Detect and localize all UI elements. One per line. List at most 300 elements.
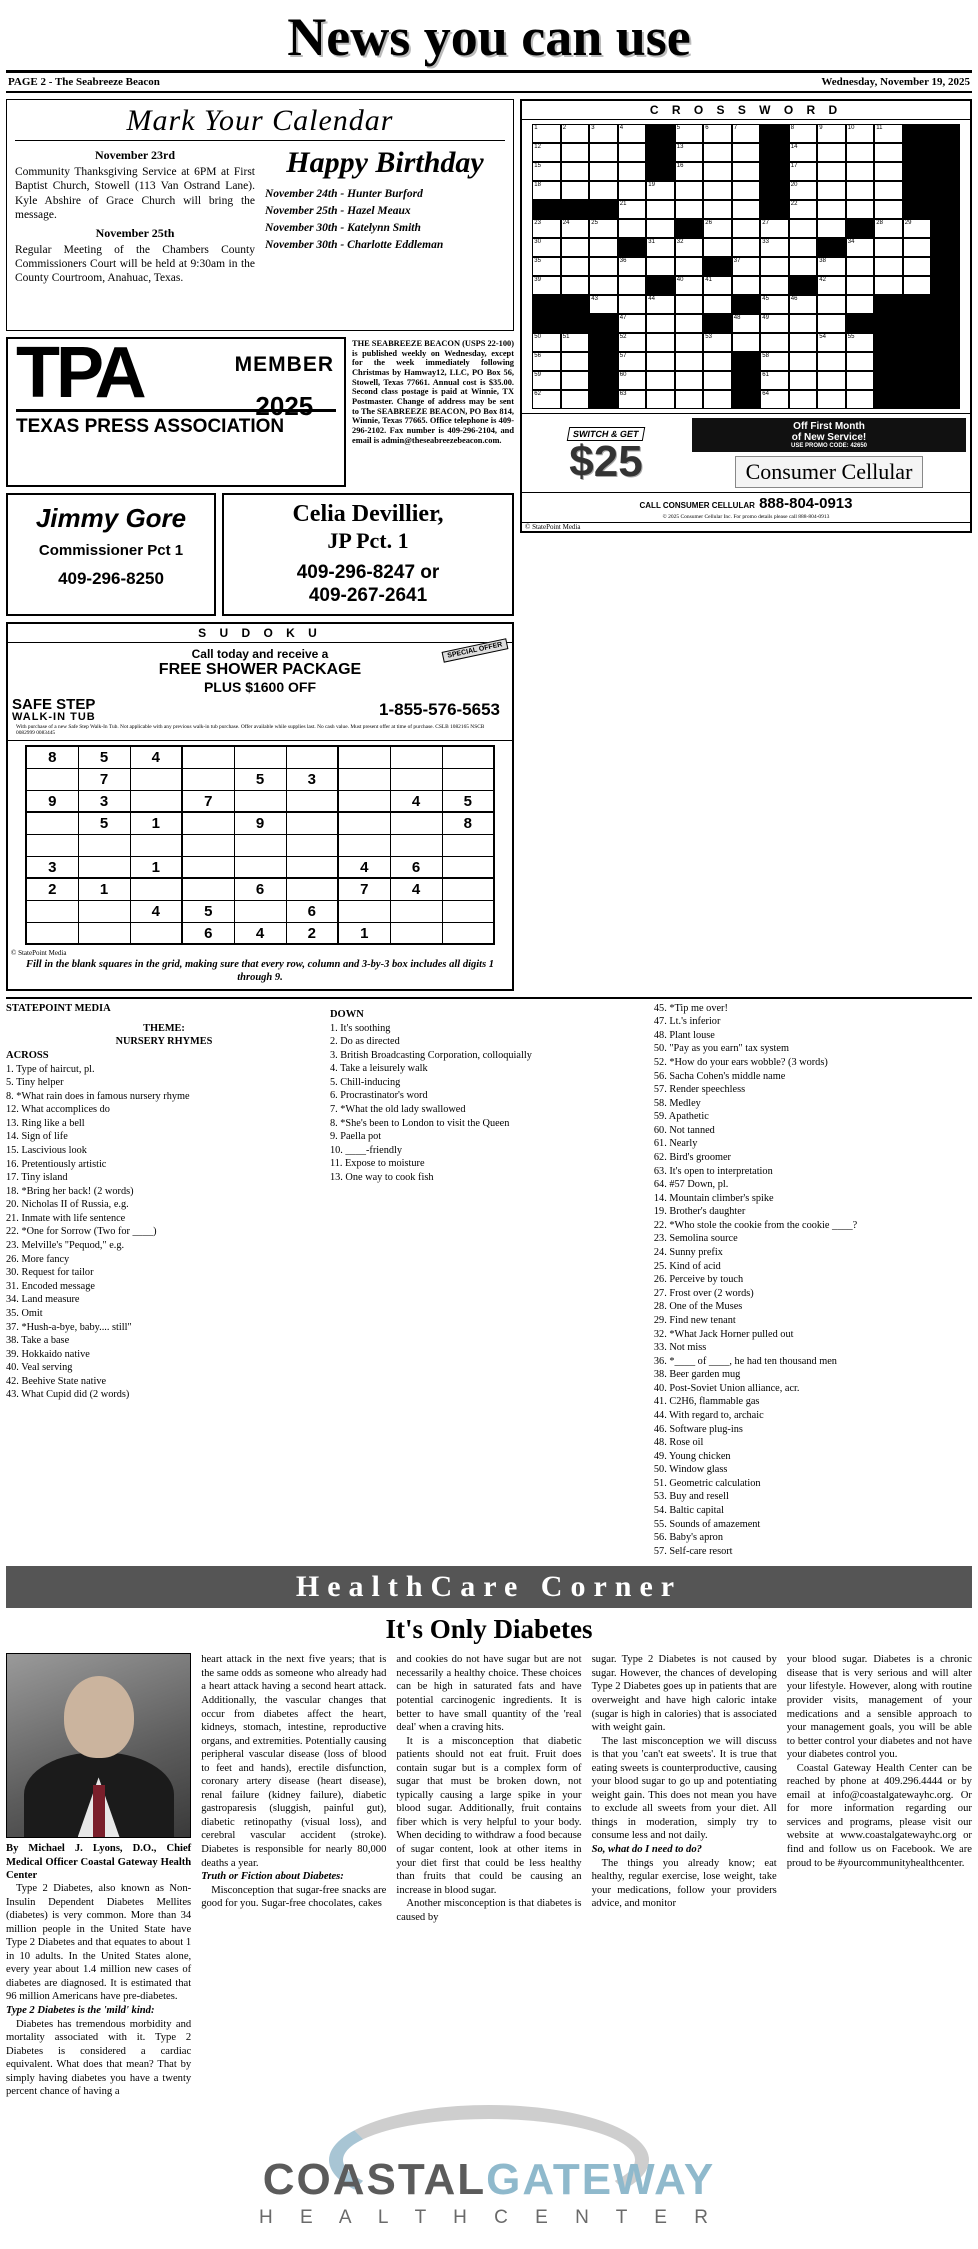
crossword-cell[interactable] — [618, 314, 647, 333]
crossword-block — [903, 314, 932, 333]
crossword-cell[interactable] — [675, 124, 704, 143]
sudoku-cell[interactable] — [26, 812, 78, 834]
sudoku-cell[interactable]: 5 — [78, 746, 130, 768]
page-title: News you can use — [287, 7, 691, 67]
crossword-cell[interactable] — [618, 181, 647, 200]
right-column — [520, 99, 972, 991]
crossword-cell[interactable] — [703, 219, 732, 238]
crossword-cell[interactable] — [703, 143, 732, 162]
crossword-cell[interactable] — [874, 276, 903, 295]
crossword-cell[interactable] — [646, 295, 675, 314]
crossword-cell[interactable] — [789, 257, 818, 276]
crossword-block — [646, 162, 675, 181]
crossword-cell-number: 59 — [534, 372, 541, 378]
crossword-cell[interactable] — [874, 181, 903, 200]
crossword-cell[interactable] — [675, 257, 704, 276]
sudoku-cell[interactable] — [338, 746, 390, 768]
crossword-cell[interactable] — [589, 257, 618, 276]
crossword-clue: 26. Perceive by touch — [653, 1274, 744, 1286]
crossword-cell-number: 25 — [591, 220, 598, 226]
crossword-cell[interactable] — [874, 257, 903, 276]
crossword-cell[interactable] — [589, 219, 618, 238]
crossword-cell[interactable] — [760, 333, 789, 352]
ad-devillier-phone-1: 409-296-8247 or — [296, 562, 440, 583]
crossword-cell[interactable] — [618, 162, 647, 181]
crossword-cell[interactable] — [532, 124, 561, 143]
crossword-cell[interactable] — [789, 238, 818, 257]
sudoku-cell[interactable] — [442, 768, 494, 790]
clue-column-3 — [654, 1002, 970, 1559]
crossword-cell[interactable] — [618, 352, 647, 371]
sudoku-grid[interactable] — [25, 745, 495, 945]
crossword-clue: 1. It's soothing — [329, 1022, 391, 1034]
sudoku-cell[interactable] — [130, 790, 182, 812]
sudoku-cell[interactable] — [78, 856, 130, 878]
sudoku-cell[interactable] — [286, 878, 338, 900]
crossword-cell[interactable] — [846, 143, 875, 162]
crossword-cell[interactable] — [789, 124, 818, 143]
sudoku-cell[interactable] — [338, 768, 390, 790]
sudoku-cell[interactable]: 1 — [338, 922, 390, 944]
sudoku-cell[interactable]: 1 — [130, 812, 182, 834]
crossword-cell[interactable] — [646, 238, 675, 257]
sudoku-cell[interactable] — [390, 900, 442, 922]
crossword-cell[interactable] — [703, 124, 732, 143]
crossword-cell[interactable] — [675, 295, 704, 314]
sudoku-cell[interactable] — [26, 768, 78, 790]
crossword-cell[interactable] — [732, 276, 761, 295]
crossword-cell[interactable] — [675, 238, 704, 257]
crossword-cell-number: 43 — [591, 296, 598, 302]
crossword-cell[interactable] — [874, 200, 903, 219]
crossword-cell[interactable] — [903, 276, 932, 295]
sudoku-cell[interactable] — [234, 746, 286, 768]
crossword-cell[interactable] — [732, 162, 761, 181]
crossword-cell[interactable] — [561, 162, 590, 181]
crossword-cell[interactable] — [760, 276, 789, 295]
sudoku-cell[interactable]: 1 — [78, 878, 130, 900]
crossword-cell[interactable] — [532, 371, 561, 390]
crossword-cell[interactable] — [703, 371, 732, 390]
crossword-cell[interactable] — [874, 238, 903, 257]
sudoku-cell[interactable]: 4 — [338, 856, 390, 878]
crossword-cell[interactable] — [789, 314, 818, 333]
crossword-cell[interactable] — [817, 352, 846, 371]
sudoku-cell[interactable]: 4 — [390, 878, 442, 900]
crossword-cell[interactable] — [732, 238, 761, 257]
crossword-cell[interactable] — [846, 124, 875, 143]
crossword-cell[interactable] — [903, 257, 932, 276]
sudoku-cell[interactable] — [234, 790, 286, 812]
crossword-cell[interactable] — [589, 276, 618, 295]
crossword-cell[interactable] — [732, 124, 761, 143]
sudoku-cell[interactable] — [182, 878, 234, 900]
crossword-grid[interactable] — [532, 124, 960, 409]
sudoku-cell[interactable] — [390, 812, 442, 834]
sudoku-cell[interactable] — [182, 812, 234, 834]
crossword-cell[interactable] — [846, 200, 875, 219]
sudoku-cell[interactable]: 4 — [234, 922, 286, 944]
crossword-cell-number: 5 — [676, 125, 681, 131]
crossword-cell-number: 56 — [534, 353, 541, 359]
crossword-clue: 8. *What rain does in famous nursery rhyme — [6, 1090, 190, 1102]
crossword-cell[interactable] — [732, 257, 761, 276]
crossword-cell[interactable] — [703, 162, 732, 181]
sudoku-cell[interactable] — [26, 900, 78, 922]
crossword-cell[interactable] — [817, 124, 846, 143]
calendar-text-2: Regular Meeting of the Chambers County Commissioners Court will be held at 9:30am in the County Courtroom, Anahuac, Texas. — [15, 243, 255, 285]
crossword-cell[interactable] — [760, 352, 789, 371]
crossword-cell[interactable] — [846, 238, 875, 257]
crossword-cell-number: 12 — [534, 144, 541, 150]
sudoku-cell[interactable]: 3 — [26, 856, 78, 878]
crossword-cell-number: 19 — [648, 182, 655, 188]
crossword-cell[interactable] — [846, 295, 875, 314]
crossword-cell[interactable] — [846, 181, 875, 200]
crossword-cell[interactable] — [618, 124, 647, 143]
tub-fine-print: With purchase of a new Safe Step Walk-In Tub. Not applicable with any previous walk-in tub purchase. Offer available while supplies last. No cash value. Must present offer at time of purchase. CSLB 1082165 NSCB 0082999 0083445 — [16, 723, 485, 736]
crossword-cell[interactable] — [817, 295, 846, 314]
crossword-cell[interactable] — [874, 162, 903, 181]
sudoku-cell[interactable]: 9 — [234, 812, 286, 834]
crossword-cell[interactable] — [532, 390, 561, 409]
sudoku-cell[interactable]: 8 — [442, 812, 494, 834]
sudoku-cell[interactable] — [78, 922, 130, 944]
sudoku-cell[interactable] — [234, 900, 286, 922]
sudoku-cell[interactable] — [286, 746, 338, 768]
healthcare-headline: It's Only Diabetes — [385, 1614, 593, 1645]
crossword-cell[interactable] — [589, 238, 618, 257]
crossword-cell[interactable] — [618, 276, 647, 295]
crossword-cell[interactable] — [561, 333, 590, 352]
sudoku-cell[interactable] — [130, 834, 182, 856]
sudoku-cell[interactable]: 6 — [286, 900, 338, 922]
crossword-cell[interactable] — [589, 295, 618, 314]
crossword-cell[interactable] — [817, 257, 846, 276]
crossword-cell[interactable] — [532, 162, 561, 181]
crossword-cell[interactable] — [675, 162, 704, 181]
crossword-cell[interactable] — [618, 390, 647, 409]
crossword-cell[interactable] — [532, 333, 561, 352]
crossword-cell[interactable] — [675, 143, 704, 162]
crossword-cell[interactable] — [846, 352, 875, 371]
sudoku-cell[interactable] — [130, 922, 182, 944]
crossword-cell[interactable] — [589, 143, 618, 162]
crossword-cell[interactable] — [675, 181, 704, 200]
crossword-cell[interactable] — [646, 200, 675, 219]
sudoku-cell[interactable] — [26, 922, 78, 944]
sudoku-cell[interactable]: 6 — [234, 878, 286, 900]
crossword-cell[interactable] — [561, 143, 590, 162]
crossword-cell[interactable] — [675, 276, 704, 295]
crossword-cell[interactable] — [703, 390, 732, 409]
crossword-cell[interactable] — [532, 181, 561, 200]
crossword-cell[interactable] — [789, 143, 818, 162]
crossword-cell[interactable] — [532, 143, 561, 162]
sudoku-cell[interactable] — [182, 834, 234, 856]
crossword-cell[interactable] — [817, 200, 846, 219]
crossword-cell[interactable] — [618, 143, 647, 162]
sudoku-cell[interactable] — [286, 834, 338, 856]
crossword-cell[interactable] — [532, 257, 561, 276]
ad-jimmy-gore[interactable] — [6, 493, 216, 616]
crossword-cell-number: 21 — [619, 201, 627, 207]
crossword-cell[interactable] — [874, 124, 903, 143]
crossword-clue: 34. Land measure — [6, 1294, 80, 1306]
crossword-cell[interactable] — [646, 390, 675, 409]
crossword-cell[interactable] — [760, 314, 789, 333]
crossword-cell[interactable] — [732, 314, 761, 333]
crossword-clue: 24. Sunny prefix — [653, 1247, 723, 1259]
crossword-cell[interactable] — [760, 257, 789, 276]
crossword-cell[interactable] — [817, 276, 846, 295]
crossword-cell[interactable] — [817, 314, 846, 333]
sudoku-cell[interactable]: 6 — [390, 856, 442, 878]
crossword-cell[interactable] — [561, 276, 590, 295]
sudoku-cell[interactable] — [442, 900, 494, 922]
sudoku-cell[interactable] — [182, 768, 234, 790]
sudoku-cell[interactable]: 9 — [26, 790, 78, 812]
crossword-block — [903, 181, 932, 200]
crossword-cell[interactable] — [789, 390, 818, 409]
crossword-cell[interactable] — [646, 352, 675, 371]
crossword-cell[interactable] — [646, 371, 675, 390]
sudoku-cell[interactable]: 7 — [78, 768, 130, 790]
sudoku-cell[interactable]: 2 — [26, 878, 78, 900]
crossword-cell[interactable] — [675, 352, 704, 371]
crossword-cell[interactable] — [703, 181, 732, 200]
crossword-cell[interactable] — [561, 257, 590, 276]
crossword-cell[interactable] — [760, 371, 789, 390]
crossword-cell[interactable] — [675, 200, 704, 219]
sudoku-cell[interactable] — [442, 746, 494, 768]
crossword-cell-number: 22 — [790, 201, 798, 207]
sudoku-cell[interactable]: 1 — [130, 856, 182, 878]
sudoku-cell[interactable]: 6 — [182, 922, 234, 944]
crossword-cell[interactable] — [903, 219, 932, 238]
crossword-cell-number: 33 — [762, 239, 769, 245]
crossword-cell[interactable] — [618, 200, 647, 219]
crossword-cell[interactable] — [874, 219, 903, 238]
crossword-cell[interactable] — [760, 390, 789, 409]
cc-call-line — [522, 492, 970, 514]
sudoku-cell[interactable]: 3 — [286, 768, 338, 790]
crossword-clue: 56. Sacha Cohen's middle name — [653, 1070, 786, 1082]
crossword-cell[interactable] — [817, 162, 846, 181]
crossword-cell[interactable] — [817, 219, 846, 238]
crossword-block — [874, 333, 903, 352]
sudoku-cell[interactable]: 7 — [338, 878, 390, 900]
crossword-cell[interactable] — [618, 219, 647, 238]
sudoku-cell[interactable] — [390, 768, 442, 790]
crossword-cell[interactable] — [532, 219, 561, 238]
crossword-cell[interactable] — [561, 219, 590, 238]
crossword-cell[interactable] — [646, 314, 675, 333]
crossword-clue: 36. *____ of ____, he had ten thousand men — [653, 1355, 837, 1367]
crossword-cell[interactable] — [817, 390, 846, 409]
crossword-cell[interactable] — [646, 181, 675, 200]
sudoku-cell[interactable] — [130, 768, 182, 790]
sudoku-cell[interactable] — [338, 834, 390, 856]
sudoku-cell[interactable] — [286, 812, 338, 834]
crossword-block — [931, 333, 960, 352]
ad-gore-name: Jimmy Gore — [35, 503, 187, 533]
crossword-block — [760, 181, 789, 200]
crossword-cell[interactable] — [846, 162, 875, 181]
crossword-cell[interactable] — [846, 371, 875, 390]
ad-devillier-phone-2: 409-267-2641 — [308, 584, 428, 606]
crossword-cell[interactable] — [618, 371, 647, 390]
sudoku-cell[interactable]: 2 — [286, 922, 338, 944]
crossword-cell[interactable] — [618, 257, 647, 276]
crossword-cell[interactable] — [732, 333, 761, 352]
crossword-cell[interactable] — [817, 181, 846, 200]
crossword-block — [561, 295, 590, 314]
sudoku-cell[interactable]: 7 — [182, 790, 234, 812]
crossword-cell[interactable] — [561, 238, 590, 257]
crossword-cell[interactable] — [760, 295, 789, 314]
crossword-cell[interactable] — [846, 333, 875, 352]
crossword-cell-number: 32 — [676, 239, 684, 245]
crossword-cell[interactable] — [675, 314, 704, 333]
sudoku-cell[interactable]: 5 — [182, 900, 234, 922]
crossword-clue: 28. One of the Muses — [653, 1301, 743, 1313]
crossword-cell[interactable] — [646, 257, 675, 276]
crossword-cell[interactable] — [732, 143, 761, 162]
sudoku-cell[interactable]: 5 — [78, 812, 130, 834]
crossword-cell[interactable] — [789, 219, 818, 238]
crossword-cell[interactable] — [532, 238, 561, 257]
ad-consumer-cellular[interactable] — [522, 413, 970, 492]
crossword-cell[interactable] — [618, 295, 647, 314]
crossword-cell[interactable] — [789, 352, 818, 371]
crossword-cell[interactable] — [846, 257, 875, 276]
sudoku-cell[interactable] — [286, 856, 338, 878]
crossword-cell-number: 41 — [705, 277, 712, 283]
crossword-cell[interactable] — [532, 276, 561, 295]
sudoku-cell[interactable] — [442, 856, 494, 878]
sudoku-cell[interactable]: 8 — [26, 746, 78, 768]
dateline-left: PAGE 2 - The Seabreeze Beacon — [8, 76, 160, 88]
crossword-cell[interactable] — [646, 333, 675, 352]
crossword-block — [874, 371, 903, 390]
crossword-cell[interactable] — [675, 333, 704, 352]
sudoku-cell[interactable] — [442, 878, 494, 900]
crossword-cell[interactable] — [817, 143, 846, 162]
crossword-cell[interactable] — [532, 352, 561, 371]
crossword-cell[interactable] — [561, 352, 590, 371]
sudoku-row — [26, 746, 494, 768]
crossword-cell[interactable] — [703, 352, 732, 371]
sudoku-cell[interactable] — [78, 900, 130, 922]
sudoku-cell[interactable]: 4 — [130, 746, 182, 768]
crossword-cell[interactable] — [789, 333, 818, 352]
crossword-cell[interactable] — [732, 200, 761, 219]
crossword-cell[interactable] — [589, 124, 618, 143]
sudoku-cell[interactable] — [442, 834, 494, 856]
ad-celia-devillier[interactable] — [222, 493, 514, 616]
crossword-clue: 16. Pretentiously artistic — [6, 1158, 107, 1170]
crossword-cell[interactable] — [789, 162, 818, 181]
crossword-cell[interactable] — [703, 276, 732, 295]
crossword-cell[interactable] — [561, 124, 590, 143]
crossword-block — [589, 371, 618, 390]
cc-off-line-2: of New Service! — [791, 432, 867, 443]
crossword-clue: 22. *Who stole the cookie from the cookie ____? — [653, 1219, 858, 1231]
crossword-cell[interactable] — [561, 390, 590, 409]
crossword-cell[interactable] — [817, 333, 846, 352]
crossword-cell[interactable] — [789, 200, 818, 219]
crossword-block — [931, 352, 960, 371]
sudoku-cell[interactable]: 4 — [130, 900, 182, 922]
crossword-cell[interactable] — [646, 219, 675, 238]
crossword-cell[interactable] — [561, 181, 590, 200]
crossword-cell[interactable] — [675, 390, 704, 409]
tub-line-1: Call today and receive a — [191, 646, 329, 661]
sudoku-cell[interactable]: 5 — [234, 768, 286, 790]
sudoku-cell[interactable] — [286, 790, 338, 812]
crossword-cell[interactable] — [589, 181, 618, 200]
sudoku-cell[interactable] — [390, 746, 442, 768]
sudoku-cell[interactable] — [338, 812, 390, 834]
sudoku-cell[interactable] — [26, 834, 78, 856]
crossword-cell[interactable] — [789, 181, 818, 200]
sudoku-cell[interactable] — [338, 790, 390, 812]
sudoku-cell[interactable]: 4 — [390, 790, 442, 812]
crossword-cell[interactable] — [561, 371, 590, 390]
crossword-clue: 57. Self-care resort — [653, 1545, 733, 1557]
crossword-cell[interactable] — [817, 371, 846, 390]
crossword-cell[interactable] — [732, 181, 761, 200]
sudoku-cell[interactable] — [182, 746, 234, 768]
crossword-cell[interactable] — [675, 371, 704, 390]
sudoku-cell[interactable] — [338, 900, 390, 922]
birthday-item: November 30th - Katelynn Smith — [265, 222, 421, 234]
crossword-cell[interactable] — [618, 333, 647, 352]
ad-safe-step-tub[interactable] — [8, 640, 512, 742]
crossword-cell[interactable] — [760, 219, 789, 238]
crossword-cell[interactable] — [874, 143, 903, 162]
crossword-cell[interactable] — [846, 276, 875, 295]
sudoku-cell[interactable] — [234, 856, 286, 878]
crossword-block — [931, 238, 960, 257]
crossword-cell[interactable] — [703, 333, 732, 352]
sudoku-cell[interactable] — [78, 834, 130, 856]
sudoku-cell[interactable] — [390, 922, 442, 944]
sudoku-cell[interactable] — [234, 834, 286, 856]
calendar-date-2: November 25th — [95, 225, 175, 240]
crossword-cell[interactable] — [703, 200, 732, 219]
crossword-block — [532, 200, 561, 219]
crossword-cell[interactable] — [789, 295, 818, 314]
crossword-cell[interactable] — [789, 371, 818, 390]
crossword-cell[interactable] — [846, 390, 875, 409]
sudoku-cell[interactable] — [130, 878, 182, 900]
crossword-cell[interactable] — [903, 238, 932, 257]
sudoku-cell[interactable] — [442, 922, 494, 944]
crossword-cell[interactable] — [703, 295, 732, 314]
sudoku-cell[interactable] — [390, 834, 442, 856]
crossword-block — [760, 124, 789, 143]
crossword-cell[interactable] — [703, 238, 732, 257]
sudoku-cell[interactable] — [182, 856, 234, 878]
sudoku-cell[interactable]: 5 — [442, 790, 494, 812]
crossword-block — [703, 257, 732, 276]
crossword-cell[interactable] — [760, 238, 789, 257]
crossword-cell[interactable] — [589, 162, 618, 181]
crossword-cell[interactable] — [732, 219, 761, 238]
sudoku-cell[interactable]: 3 — [78, 790, 130, 812]
